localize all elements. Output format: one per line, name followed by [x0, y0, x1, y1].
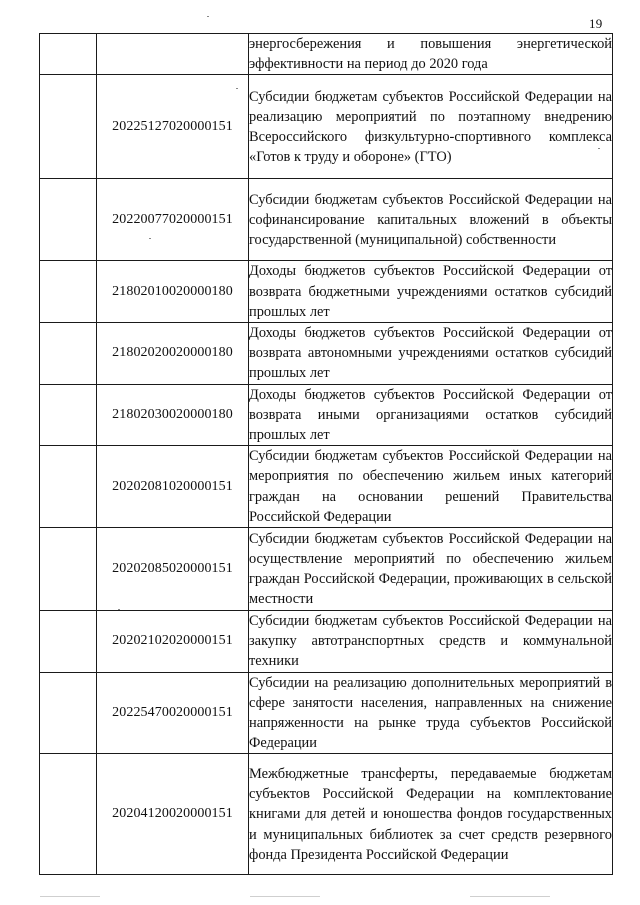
admin-code-cell: [40, 179, 97, 261]
income-code-cell: 20225127020000151: [97, 75, 249, 179]
income-description-cell: Субсидии бюджетам субъектов Российской Федерации на реализацию мероприятий по поэтапному внедрению Всероссийского физкультурно-спортивного комплекса «Готов к труду и обороне» (ГТО): [249, 75, 613, 179]
admin-code-cell: [40, 611, 97, 673]
scan-edge-line: [250, 896, 320, 897]
income-code-cell: 20202085020000151: [97, 528, 249, 611]
income-code-cell: 21802020020000180: [97, 323, 249, 385]
table-row: [40, 75, 613, 179]
table-row: [40, 34, 613, 75]
income-description-cell: Субсидии бюджетам субъектов Российской Федерации на осуществление мероприятий по обеспечению жильем граждан Российской Федерации, проживающих в сельской местности: [249, 528, 613, 611]
table-row: [40, 611, 613, 673]
table-row: [40, 323, 613, 385]
income-description-cell: Межбюджетные трансферты, передаваемые бюджетам субъектов Российской Федерации на комплектование книгами для детей и юношества фондов государственных и муниципальных библиотек за счет средств резервного фонда Президента Российской Федерации: [249, 754, 613, 875]
table-row: [40, 754, 613, 875]
admin-code-cell: [40, 754, 97, 875]
income-description-cell: Субсидии бюджетам субъектов Российской Федерации на закупку автотранспортных средств и коммунальной техники: [249, 611, 613, 673]
admin-code-cell: [40, 261, 97, 323]
scan-speck: [598, 148, 600, 149]
admin-code-cell: [40, 75, 97, 179]
income-code-cell: [97, 34, 249, 75]
scan-speck: [207, 16, 209, 17]
table-row: [40, 384, 613, 446]
scan-speck: [118, 609, 120, 610]
income-description-cell: Субсидии бюджетам субъектов Российской Федерации на мероприятия по обеспечению жильем иных категорий граждан на основании решений Правительства Российской Федерации: [249, 446, 613, 528]
income-code-cell: 20202102020000151: [97, 611, 249, 673]
scan-edge-line: [40, 896, 100, 897]
admin-code-cell: [40, 384, 97, 446]
income-description-cell: Субсидии на реализацию дополнительных мероприятий в сфере занятости населения, направленных на снижение напряженности на рынке труда субъектов Российской Федерации: [249, 672, 613, 754]
income-description-cell: Доходы бюджетов субъектов Российской Федерации от возврата автономными учреждениями остатков субсидий прошлых лет: [249, 323, 613, 385]
table-row: [40, 672, 613, 754]
scan-speck: [236, 88, 238, 89]
table-row: [40, 261, 613, 323]
table-row: [40, 446, 613, 528]
income-code-cell: 21802010020000180: [97, 261, 249, 323]
income-description-cell: Доходы бюджетов субъектов Российской Федерации от возврата бюджетными учреждениями остатков субсидий прошлых лет: [249, 261, 613, 323]
scan-speck: [149, 238, 151, 239]
income-code-cell: 20225470020000151: [97, 672, 249, 754]
income-code-cell: 20202081020000151: [97, 446, 249, 528]
table-row: [40, 179, 613, 261]
admin-code-cell: [40, 446, 97, 528]
admin-code-cell: [40, 528, 97, 611]
budget-classification-table: [39, 33, 613, 875]
admin-code-cell: [40, 323, 97, 385]
income-description-cell: Доходы бюджетов субъектов Российской Федерации от возврата иными организациями остатков субсидий прошлых лет: [249, 384, 613, 446]
admin-code-cell: [40, 34, 97, 75]
page-number: 19: [589, 16, 603, 31]
admin-code-cell: [40, 672, 97, 754]
table-row: [40, 528, 613, 611]
income-code-cell: 20220077020000151: [97, 179, 249, 261]
income-code-cell: 21802030020000180: [97, 384, 249, 446]
income-description-cell: энергосбережения и повышения энергетической эффективности на период до 2020 года: [249, 34, 613, 75]
income-code-cell: 20204120020000151: [97, 754, 249, 875]
scan-edge-line: [470, 896, 550, 897]
income-description-cell: Субсидии бюджетам субъектов Российской Федерации на софинансирование капитальных вложений в объекты государственной (муниципальной) собственности: [249, 179, 613, 261]
